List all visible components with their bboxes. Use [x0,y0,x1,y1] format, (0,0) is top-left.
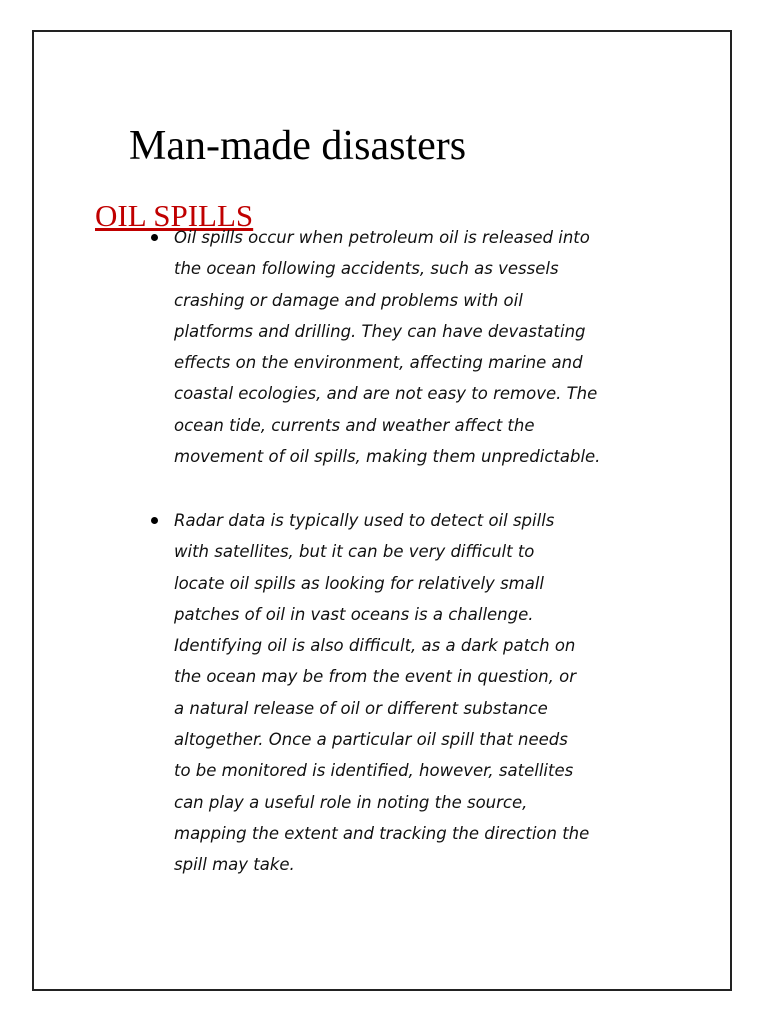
page-title: Man-made disasters [129,123,467,169]
text-line: crashing or damage and problems with oil [174,290,523,310]
text-line: mapping the extent and tracking the direction the [174,823,590,843]
section-heading: OIL SPILLS [95,198,254,233]
bullet-item-oil-spills [174,222,694,472]
text-line: Identifying oil is also difficult, as a dark patch on [174,636,576,656]
text-line: coastal ecologies, and are not easy to remove. The [174,384,598,404]
bullet-icon [151,517,158,524]
text-line: Radar data is typically used to detect oil spills [174,511,555,530]
text-line: the ocean following accidents, such as vessels [174,259,559,279]
page-border [32,30,732,991]
text-line: platforms and drilling. They can have devastating [174,321,586,341]
bullet-paragraph [174,222,694,472]
text-line: altogether. Once a particular oil spill that needs [174,730,568,750]
text-line: ocean tide, currents and weather affect the [174,415,535,435]
text-line: to be monitored is identified, however, satellites [174,761,574,781]
bullet-paragraph [174,505,694,881]
text-line: a natural release of oil or different substance [174,698,548,718]
bullet-item-radar-data [174,505,694,881]
bullet-icon [151,234,158,241]
bullet-list [34,32,730,989]
text-line: Oil spills occur when petroleum oil is released into [174,228,590,247]
text-line: with satellites, but it can be very difficult to [174,542,535,562]
text-line: patches of oil in vast oceans is a challenge. [174,604,534,624]
text-line: spill may take. [174,855,295,875]
text-line: movement of oil spills, making them unpredictable. [174,447,601,467]
text-line: effects on the environment, affecting marine and [174,353,583,373]
text-line: locate oil spills as looking for relatively small [174,573,545,593]
text-line: can play a useful role in noting the source, [174,792,528,812]
text-line: the ocean may be from the event in question, or [174,667,577,687]
